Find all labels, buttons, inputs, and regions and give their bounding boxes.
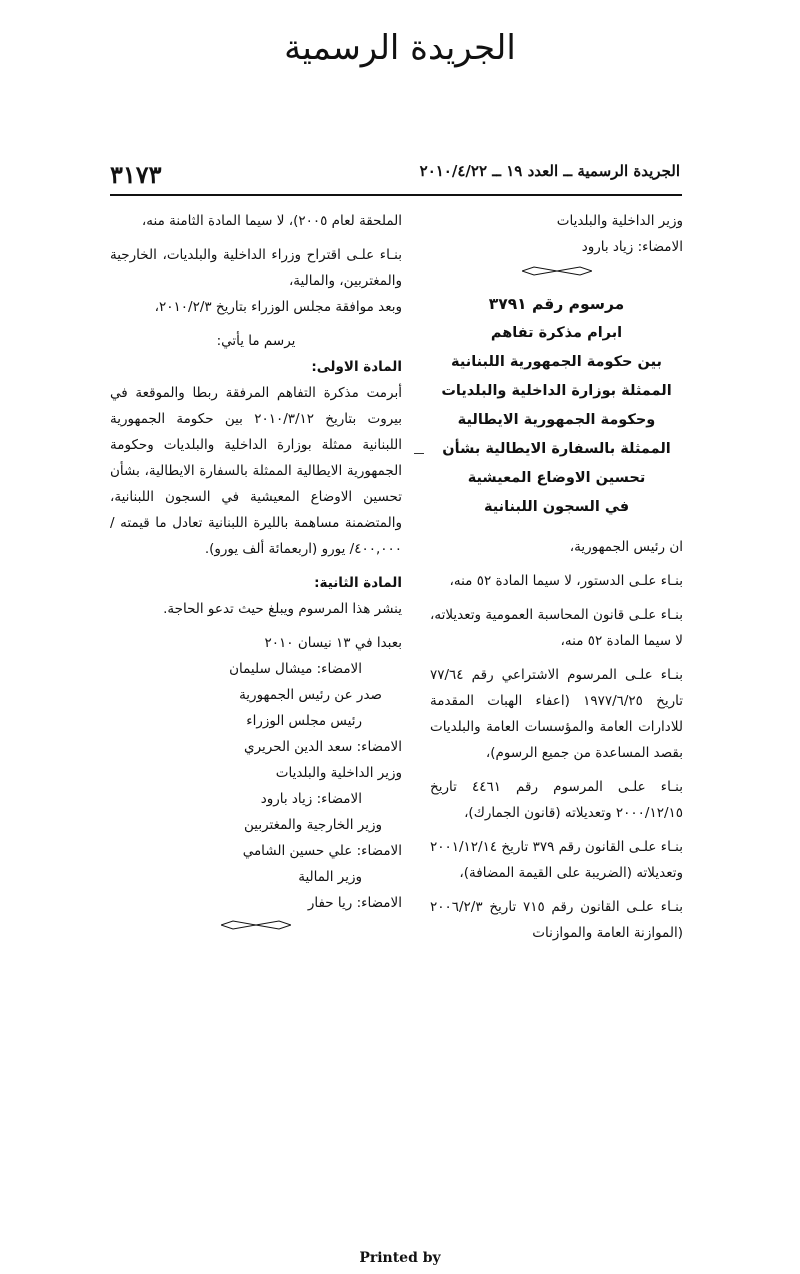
minister-signature-interior: الامضاء: زياد بارود bbox=[581, 239, 683, 255]
preamble-paragraph: بنـاء علـى قانون المحاسبة العمومية وتعديلاته، لا سيما المادة ٥٢ منه، bbox=[430, 607, 683, 649]
article-2-text: ينشر هذا المرسوم ويبلغ حيث تدعو الحاجة. bbox=[163, 601, 402, 617]
preamble-paragraph: وبعد موافقة مجلس الوزراء بتاريخ ٢٠١٠/٢/٣، bbox=[154, 299, 402, 315]
foreign-minister-signature: الامضاء: علي حسين الشامي bbox=[242, 843, 402, 859]
margin-mark bbox=[414, 453, 424, 454]
printed-by-footer: Printed by bbox=[359, 1250, 441, 1266]
president-signature: الامضاء: ميشال سليمان bbox=[229, 661, 362, 677]
decree-title-line: ابرام مذكرة تفاهم bbox=[490, 325, 623, 341]
preamble-paragraph: بنـاء علـى المرسوم الاشتراعي رقم ٧٧/٦٤ تاريخ ١٩٧٧/٦/٢٥ (اعفاء الهبات المقدمة للادارات العامة والمؤسسات العامة والبلديات بقصد المساعدة من جميع الرسوم)، bbox=[430, 667, 684, 761]
article-2-heading: المادة الثانية: bbox=[314, 575, 402, 591]
decree-title-line: الممثلة بالسفارة الايطالية بشأن bbox=[442, 441, 671, 457]
left-column bbox=[110, 208, 402, 944]
preamble-paragraph: بنـاء علـى الدستور، لا سيما المادة ٥٢ منه، bbox=[449, 573, 683, 589]
finance-minister-title: وزير المالية bbox=[298, 869, 362, 885]
preamble-paragraph: بنـاء علـى اقتراح وزراء الداخلية والبلديات، الخارجية والمغتربين، والمالية، bbox=[110, 247, 402, 289]
preamble-paragraph: بنـاء علـى القانون رقم ٧١٥ تاريخ ٢٠٠٦/٢/٣ (الموازنة العامة والموازنات bbox=[430, 899, 683, 941]
preamble-paragraph: ان رئيس الجمهورية، bbox=[569, 539, 683, 555]
decree-title-line: تحسين الاوضاع المعيشية bbox=[467, 470, 646, 486]
gazette-masthead: الجريدة الرسمية bbox=[284, 28, 516, 68]
date-place-line: بعبدا في ١٣ نيسان ٢٠١٠ bbox=[264, 635, 402, 651]
page-number: ٣١٧٣ bbox=[110, 160, 162, 189]
decree-title bbox=[430, 290, 683, 522]
preamble-paragraph: بنـاء علـى المرسوم رقم ٤٤٦١ تاريخ ٢٠٠٠/١٢/١٥ وتعديلاته (قانون الجمارك)، bbox=[430, 779, 683, 821]
decree-enactment-line: يرسم ما يأتي: bbox=[216, 333, 296, 349]
pm-title: رئيس مجلس الوزراء bbox=[246, 713, 362, 729]
decree-title-line: الممثلة بوزارة الداخلية والبلديات bbox=[441, 383, 672, 399]
interior-minister-signature: الامضاء: زياد بارود bbox=[260, 791, 362, 807]
running-header-text: الجريدة الرسمية ــ العدد ١٩ ــ ٢٠١٠/٤/٢٢ bbox=[419, 162, 680, 180]
article-1-heading: المادة الاولى: bbox=[311, 359, 402, 375]
preamble-paragraph: بنـاء علـى القانون رقم ٣٧٩ تاريخ ٢٠٠١/١٢/١٤ وتعديلاته (الضريبة على القيمة المضافة)، bbox=[430, 839, 683, 881]
preamble-paragraph: الملحقة لعام ٢٠٠٥)، لا سيما المادة الثامنة منه، bbox=[141, 213, 402, 229]
minister-title-interior: وزير الداخلية والبلديات bbox=[556, 213, 683, 229]
section-divider bbox=[430, 266, 683, 276]
interior-minister-title: وزير الداخلية والبلديات bbox=[275, 765, 402, 781]
header-rule bbox=[110, 194, 682, 196]
issued-by-line: صدر عن رئيس الجمهورية bbox=[239, 687, 382, 703]
right-column bbox=[430, 208, 683, 954]
finance-minister-signature: الامضاء: ريا حفار bbox=[307, 895, 402, 911]
decree-title-line: في السجون اللبنانية bbox=[483, 499, 630, 515]
decree-number: مرسوم رقم ٣٧٩١ bbox=[488, 295, 625, 313]
article-1-text: أبرمت مذكرة التفاهم المرفقة ربطا والموقعة في بيروت بتاريخ ٢٠١٠/٣/١٢ بين حكومة الجمهورية اللبنانية ممثلة بوزارة الداخلية والبلديات وحكومة الجمهورية الايطالية الممثلة بالسفارة الايطالية، بشأن تحسين الاوضاع المعيشية في السجون اللبنانية، والمتضمنة مساهمة بالليرة اللبنانية تعادل ما قيمته /٤٠٠,٠٠٠/ يورو (اربعمائة ألف يورو). bbox=[110, 385, 403, 557]
running-header bbox=[110, 160, 680, 190]
foreign-minister-title: وزير الخارجية والمغتربين bbox=[243, 817, 382, 833]
decree-title-line: وحكومة الجمهورية الايطالية bbox=[457, 412, 656, 428]
end-divider bbox=[110, 920, 402, 930]
decree-title-line: بين حكومة الجمهورية اللبنانية bbox=[451, 354, 662, 370]
pm-signature: الامضاء: سعد الدين الحريري bbox=[244, 739, 402, 755]
